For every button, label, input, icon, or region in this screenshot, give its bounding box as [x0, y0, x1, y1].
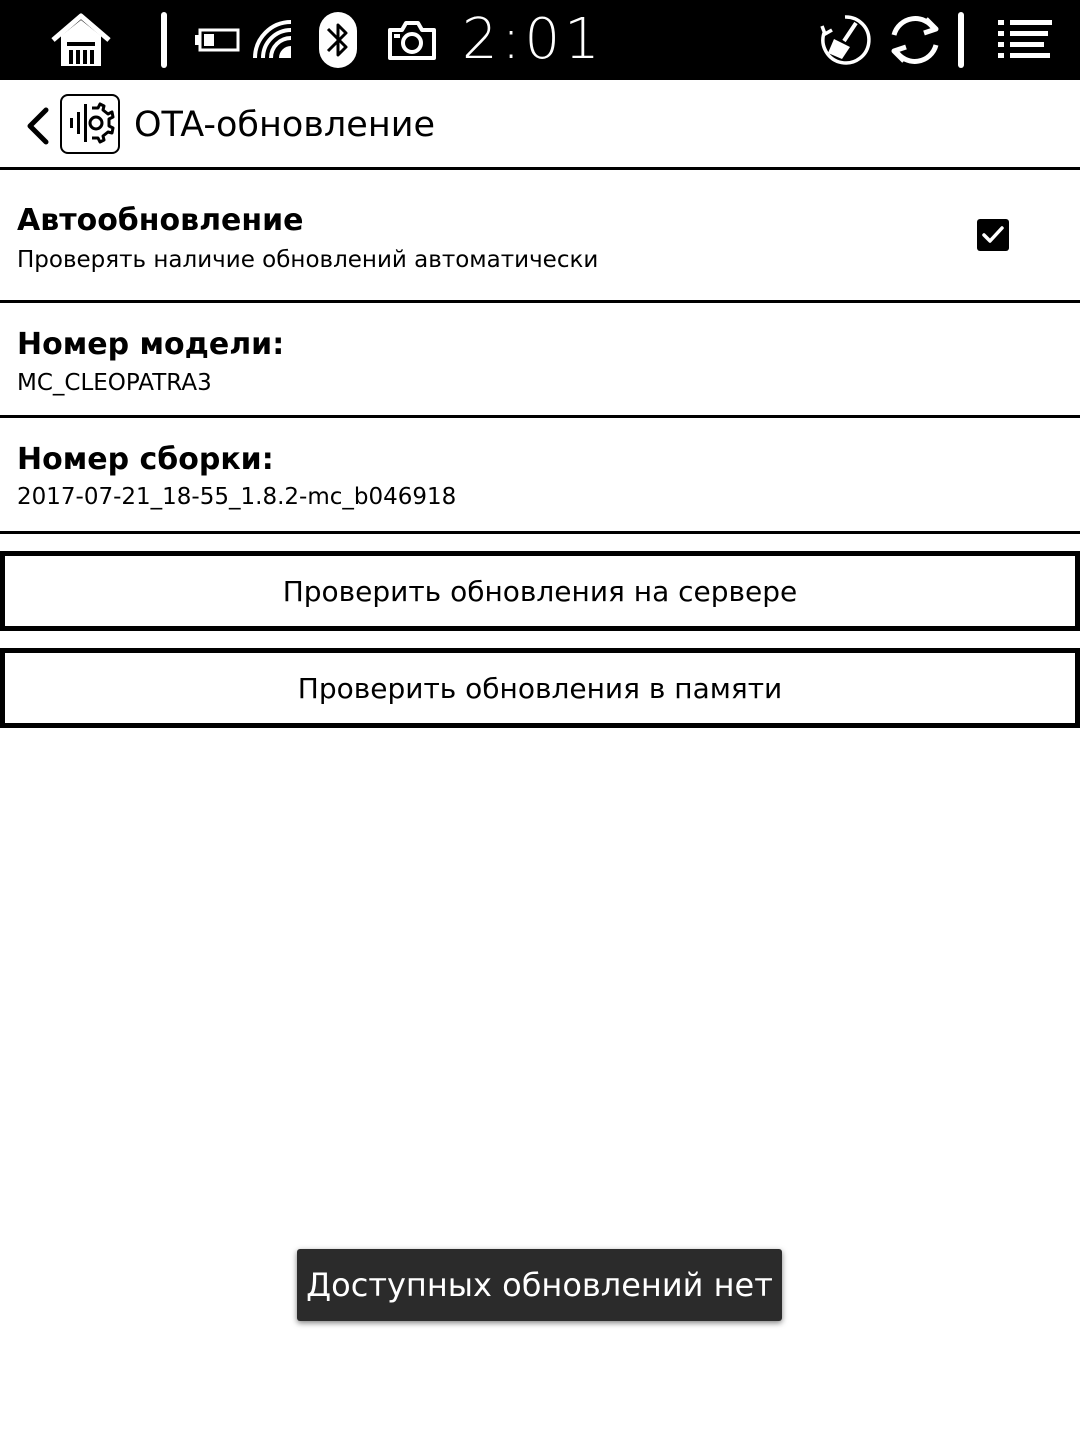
auto-update-checkbox[interactable]	[977, 219, 1009, 251]
status-time: 2:01	[462, 7, 604, 72]
camera-icon[interactable]	[386, 10, 438, 70]
model-number-row	[0, 303, 1080, 418]
status-bar	[0, 0, 1080, 80]
refresh-icon[interactable]	[886, 10, 944, 70]
ota-app-icon	[60, 94, 120, 154]
battery-icon	[193, 10, 243, 70]
check-server-button[interactable]: Проверить обновления на сервере	[0, 551, 1080, 631]
build-number-row	[0, 418, 1080, 534]
title-bar	[0, 80, 1080, 170]
checkmark-icon	[980, 222, 1006, 248]
status-divider	[161, 12, 167, 68]
check-memory-button[interactable]: Проверить обновления в памяти	[0, 648, 1080, 728]
bluetooth-icon	[316, 10, 360, 70]
home-icon[interactable]	[48, 10, 114, 70]
clean-icon[interactable]	[818, 10, 872, 70]
auto-update-row[interactable]	[0, 170, 1080, 303]
model-number-value: MC_CLEOPATRA3	[17, 370, 212, 396]
status-divider	[958, 12, 964, 68]
build-number-label: Номер сборки:	[17, 442, 274, 477]
build-number-value: 2017-07-21_18-55_1.8.2-mc_b046918	[17, 484, 457, 510]
auto-update-subtitle: Проверять наличие обновлений автоматически	[17, 247, 599, 273]
auto-update-title: Автообновление	[17, 203, 304, 238]
chevron-left-icon	[20, 102, 56, 150]
wifi-icon	[250, 10, 296, 70]
menu-icon[interactable]	[996, 10, 1054, 70]
model-number-label: Номер модели:	[17, 327, 285, 362]
back-button[interactable]	[20, 102, 60, 150]
page-title: OTA-обновление	[134, 105, 436, 145]
toast-message: Доступных обновлений нет	[297, 1249, 782, 1321]
